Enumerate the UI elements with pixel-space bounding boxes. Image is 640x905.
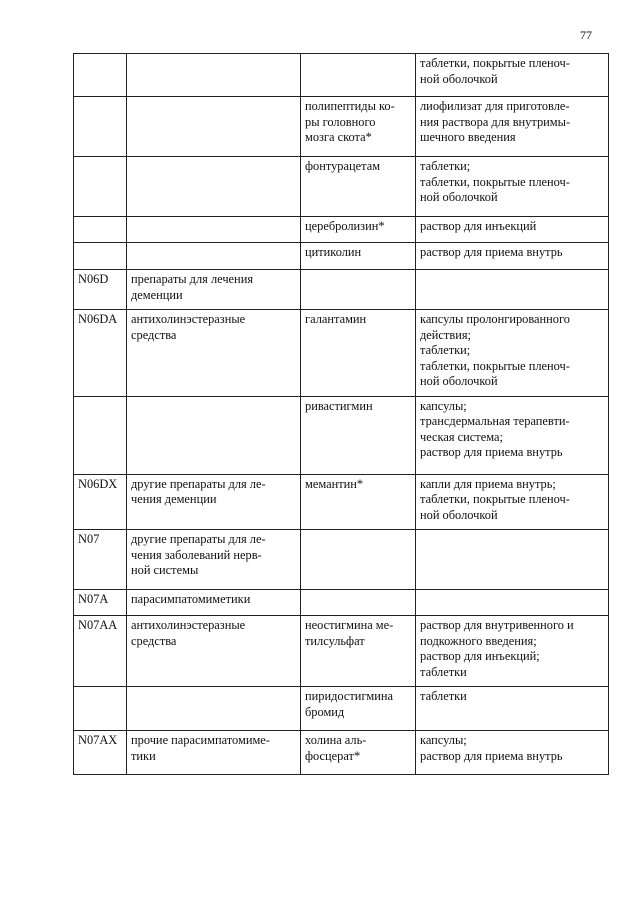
dosage-form-cell — [416, 474, 609, 530]
drug-name-line: бромид — [305, 704, 345, 719]
dosage-form-line: трансдермальная терапевти- — [420, 414, 570, 428]
dosage-form-line: ной оболочкой — [420, 190, 498, 204]
pharmacological-group-cell — [127, 590, 301, 616]
dosage-form-line: ческая система; — [420, 429, 503, 444]
dosage-form-line: капсулы; — [420, 398, 467, 413]
pharmacological-group-cell — [127, 616, 301, 687]
table-row — [74, 687, 609, 731]
drug-name-line: ры головного — [305, 114, 376, 129]
dosage-form-cell — [416, 217, 609, 243]
dosage-form-line: раствор для приема внутрь — [420, 748, 563, 763]
atc-code-cell: N07 — [74, 530, 127, 590]
pharmacological-group-cell — [127, 687, 301, 731]
pharmacological-group-line: деменции — [131, 287, 183, 302]
atc-code-cell — [74, 54, 127, 97]
drug-name-line: неостигмина ме- — [305, 618, 394, 632]
dosage-form-line: таблетки, покрытые пленоч- — [420, 56, 570, 70]
pharmacological-group-line: другие препараты для ле- — [131, 476, 266, 491]
drug-name-cell — [301, 474, 416, 530]
drug-name-line: галантамин — [305, 312, 367, 326]
atc-code-cell: N07AA — [74, 616, 127, 687]
atc-code-cell — [74, 243, 127, 270]
drug-name-cell — [301, 54, 416, 97]
pharmacological-group-cell — [127, 157, 301, 217]
dosage-form-cell — [416, 731, 609, 775]
drug-name-line: мемантин* — [305, 476, 364, 491]
dosage-form-line: раствор для приема внутрь — [420, 445, 563, 459]
dosage-form-line: капсулы пролонгированного — [420, 312, 570, 326]
table-row — [74, 590, 609, 616]
drug-name-cell — [301, 687, 416, 731]
dosage-form-cell — [416, 97, 609, 157]
pharmacological-group-cell — [127, 396, 301, 474]
pharmacological-group-line: ной системы — [131, 563, 199, 577]
dosage-form-line: таблетки — [420, 664, 467, 679]
table-row — [74, 243, 609, 270]
dosage-form-line: раствор для приема внутрь — [420, 245, 563, 259]
drug-name-cell — [301, 310, 416, 397]
drug-name-line: церебролизин* — [305, 219, 385, 233]
dosage-form-line: таблетки; — [420, 343, 471, 357]
drug-name-cell — [301, 270, 416, 310]
drug-name-cell — [301, 396, 416, 474]
pharmacological-group-cell — [127, 270, 301, 310]
pharmacological-group-cell — [127, 54, 301, 97]
pharmacological-group-line: чения заболеваний нерв- — [131, 547, 262, 562]
table-row — [74, 54, 609, 97]
table-row — [74, 616, 609, 687]
dosage-form-line: ной оболочкой — [420, 71, 498, 86]
drug-name-line: тилсульфат — [305, 633, 365, 648]
pharmacological-group-line: чения деменции — [131, 492, 217, 506]
pharmacological-group-line: средства — [131, 633, 177, 648]
pharmacological-group-line: антихолинэстеразные — [131, 312, 246, 326]
drug-name-line: цитиколин — [305, 245, 362, 259]
atc-code-cell: N06DA — [74, 310, 127, 397]
drug-name-line: ривастигмин — [305, 398, 373, 413]
dosage-form-cell — [416, 157, 609, 217]
dosage-form-line: капсулы; — [420, 733, 467, 747]
drug-name-cell — [301, 530, 416, 590]
dosage-form-line: шечного введения — [420, 130, 516, 144]
pharmacological-group-line: средства — [131, 327, 177, 342]
table-body — [74, 54, 609, 775]
drug-name-cell — [301, 590, 416, 616]
dosage-form-line: ной оболочкой — [420, 507, 498, 522]
drug-name-line: полипептиды ко- — [305, 99, 395, 113]
dosage-form-line: таблетки, покрытые пленоч- — [420, 174, 570, 189]
dosage-form-line: таблетки — [420, 689, 467, 703]
dosage-form-line: таблетки, покрытые пленоч- — [420, 358, 570, 373]
drug-name-line: фосцерат* — [305, 748, 361, 763]
dosage-form-cell — [416, 590, 609, 616]
dosage-form-line: раствор для инъекций; — [420, 649, 540, 663]
dosage-form-line: капли для приема внутрь; — [420, 476, 556, 491]
dosage-form-line: таблетки; — [420, 159, 471, 173]
pharmacological-group-cell — [127, 474, 301, 530]
page-number: 77 — [580, 28, 592, 42]
pharmacological-group-cell — [127, 243, 301, 270]
pharmacological-group-cell — [127, 731, 301, 775]
atc-code-cell — [74, 97, 127, 157]
drug-name-line: пиридостигмина — [305, 689, 393, 703]
dosage-form-cell — [416, 270, 609, 310]
atc-code-cell — [74, 687, 127, 731]
table-row — [74, 396, 609, 474]
dosage-form-cell — [416, 687, 609, 731]
dosage-form-cell — [416, 54, 609, 97]
table-row — [74, 474, 609, 530]
dosage-form-cell — [416, 310, 609, 397]
atc-code-cell: N07AX — [74, 731, 127, 775]
atc-code-cell — [74, 157, 127, 217]
drug-name-line: холина аль- — [305, 733, 367, 747]
dosage-form-cell — [416, 396, 609, 474]
dosage-form-line: лиофилизат для приготовле- — [420, 99, 570, 113]
drug-name-line: мозга скота* — [305, 130, 372, 144]
table-row — [74, 310, 609, 397]
table-row — [74, 157, 609, 217]
dosage-form-line: действия; — [420, 327, 471, 342]
drug-name-cell — [301, 243, 416, 270]
dosage-form-cell — [416, 616, 609, 687]
dosage-form-cell — [416, 243, 609, 270]
pharmacological-group-cell — [127, 530, 301, 590]
pharmacological-group-line: тики — [131, 748, 156, 763]
drug-name-line: фонтурацетам — [305, 159, 381, 173]
drug-name-cell — [301, 217, 416, 243]
atc-code-cell: N06DX — [74, 474, 127, 530]
table-row — [74, 731, 609, 775]
atc-code-cell: N07A — [74, 590, 127, 616]
dosage-form-line: раствор для внутривенного и — [420, 618, 574, 632]
dosage-form-line: подкожного введения; — [420, 633, 537, 648]
drug-name-cell — [301, 616, 416, 687]
pharmacological-group-line: другие препараты для ле- — [131, 532, 266, 546]
pharmacological-group-cell — [127, 217, 301, 243]
table-row — [74, 270, 609, 310]
dosage-form-line: таблетки, покрытые пленоч- — [420, 492, 570, 506]
atc-code-cell — [74, 396, 127, 474]
pharmacological-group-line: прочие парасимпатомиме- — [131, 733, 270, 747]
table-row — [74, 97, 609, 157]
pharmacological-group-cell — [127, 310, 301, 397]
table-row — [74, 530, 609, 590]
drug-name-cell — [301, 97, 416, 157]
dosage-form-line: ной оболочкой — [420, 374, 498, 388]
atc-code-cell: N06D — [74, 270, 127, 310]
pharmacological-group-cell — [127, 97, 301, 157]
pharmacological-group-line: антихолинэстеразные — [131, 618, 246, 632]
drug-name-cell — [301, 731, 416, 775]
dosage-form-cell — [416, 530, 609, 590]
pharmacological-group-line: парасимпатомиметики — [131, 592, 251, 606]
dosage-form-line: раствор для инъекций — [420, 219, 537, 233]
atc-code-cell — [74, 217, 127, 243]
dosage-form-line: ния раствора для внутримы- — [420, 114, 571, 129]
drug-table — [73, 53, 609, 775]
table-row — [74, 217, 609, 243]
drug-name-cell — [301, 157, 416, 217]
pharmacological-group-line: препараты для лечения — [131, 272, 254, 286]
